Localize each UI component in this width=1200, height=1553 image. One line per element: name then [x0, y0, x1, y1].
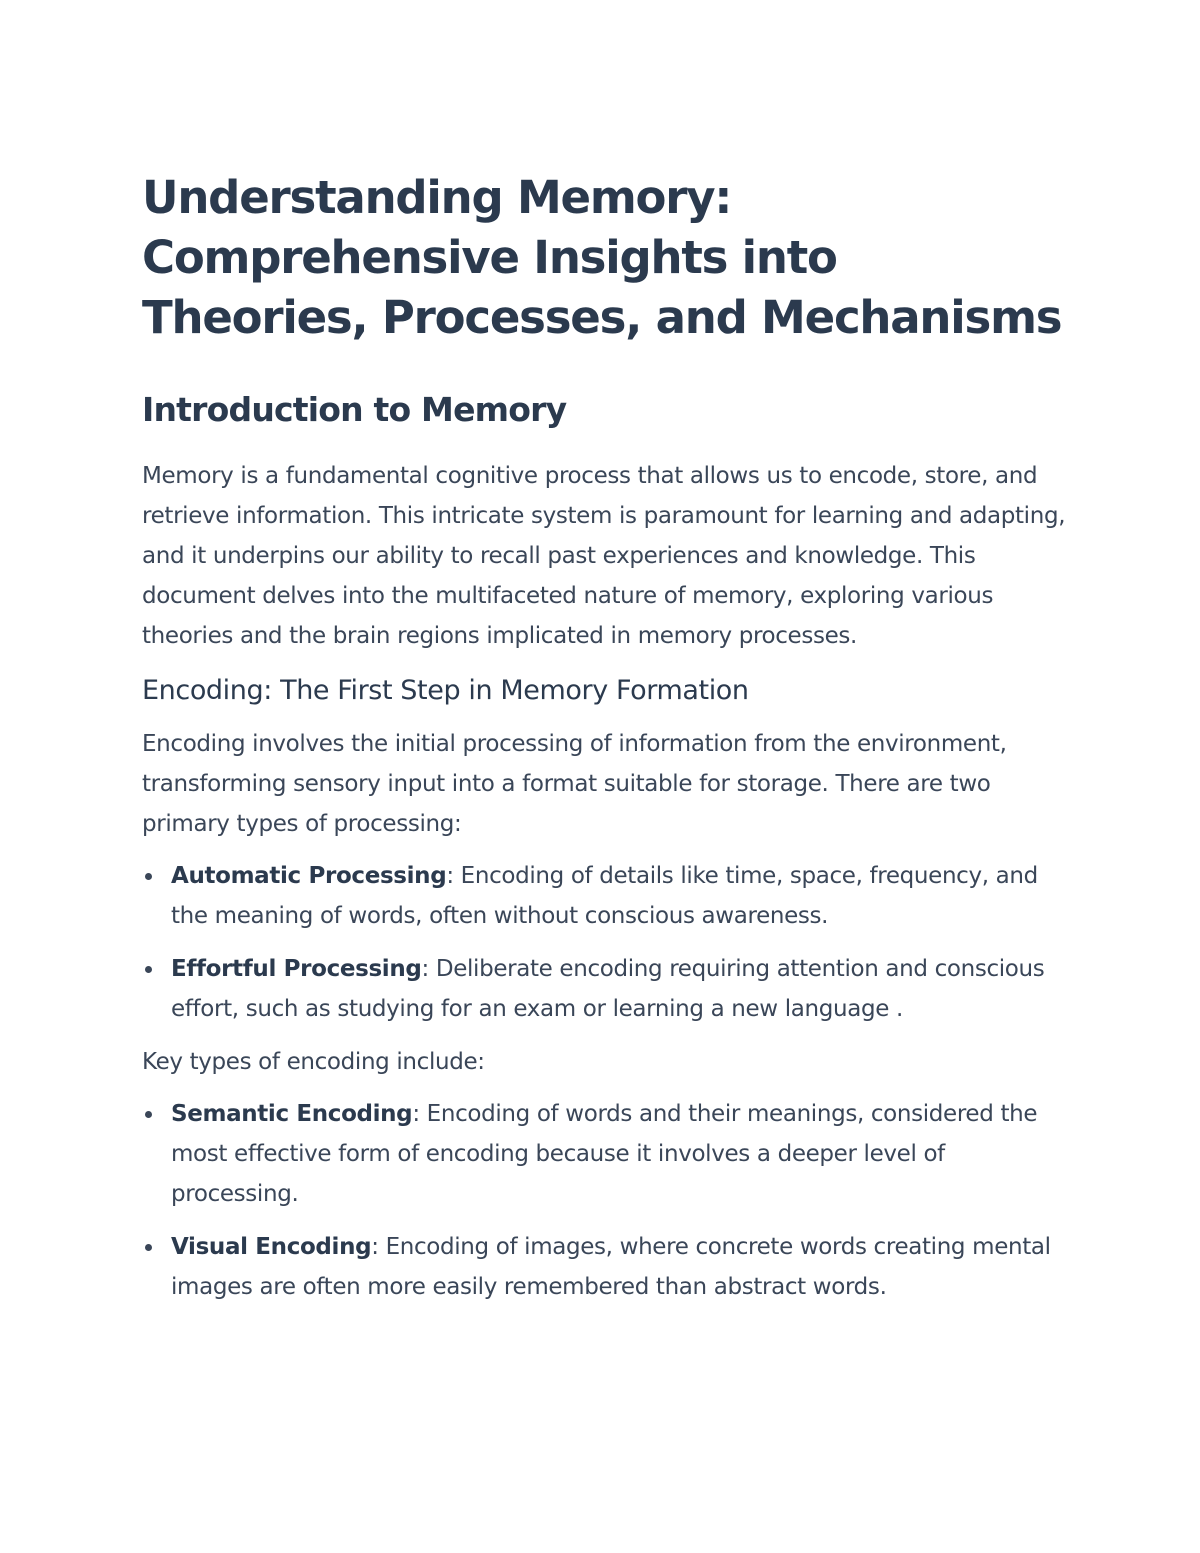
encoding-subheading: Encoding: The First Step in Memory Formation — [142, 675, 749, 706]
encoding-types-list — [142, 1094, 1067, 1307]
list-item-term: Semantic Encoding — [171, 1101, 413, 1127]
list-item-term: Effortful Processing — [171, 956, 422, 982]
encoding-paragraph: Encoding involves the initial processing of information from the environment, transforming sensory input into a format suitable for storage. There are two primary types of processing: — [142, 731, 1007, 837]
document-title: Understanding Memory: Comprehensive Insights into Theories, Processes, and Mechanisms — [142, 171, 1062, 344]
list-item — [142, 1227, 1067, 1307]
list-item-text: : Encoding of words and their meanings, considered the most effective form of encoding because it involves a deeper level of processing. — [171, 1101, 1038, 1207]
bullet-icon — [145, 1111, 152, 1118]
bullet-icon — [145, 966, 152, 973]
list-item — [142, 1094, 1067, 1214]
bullet-icon — [145, 873, 152, 880]
encoding-types-intro: Key types of encoding include: — [142, 1049, 485, 1075]
list-item — [142, 949, 1067, 1029]
list-item-text: : Encoding of images, where concrete words creating mental images are often more easily remembered than abstract words. — [171, 1234, 1051, 1300]
list-item-text: : Encoding of details like time, space, frequency, and the meaning of words, often without conscious awareness. — [171, 863, 1038, 929]
list-item-text: : Deliberate encoding requiring attention and conscious effort, such as studying for an exam or learning a new language . — [171, 956, 1045, 1022]
section-heading: Introduction to Memory — [142, 390, 567, 429]
document-content — [142, 168, 1067, 1320]
list-item-term: Visual Encoding — [171, 1234, 372, 1260]
processing-list — [142, 856, 1067, 1029]
bullet-icon — [145, 1244, 152, 1251]
intro-paragraph: Memory is a fundamental cognitive process that allows us to encode, store, and retrieve information. This intricate system is paramount for learning and adapting, and it underpins our ability to recall past experiences and knowledge. This document delves into the multifaceted nature of memory, exploring various theories and the brain regions implicated in memory processes. — [142, 463, 1066, 649]
list-item-term: Automatic Processing — [171, 863, 447, 889]
list-item — [142, 856, 1067, 936]
